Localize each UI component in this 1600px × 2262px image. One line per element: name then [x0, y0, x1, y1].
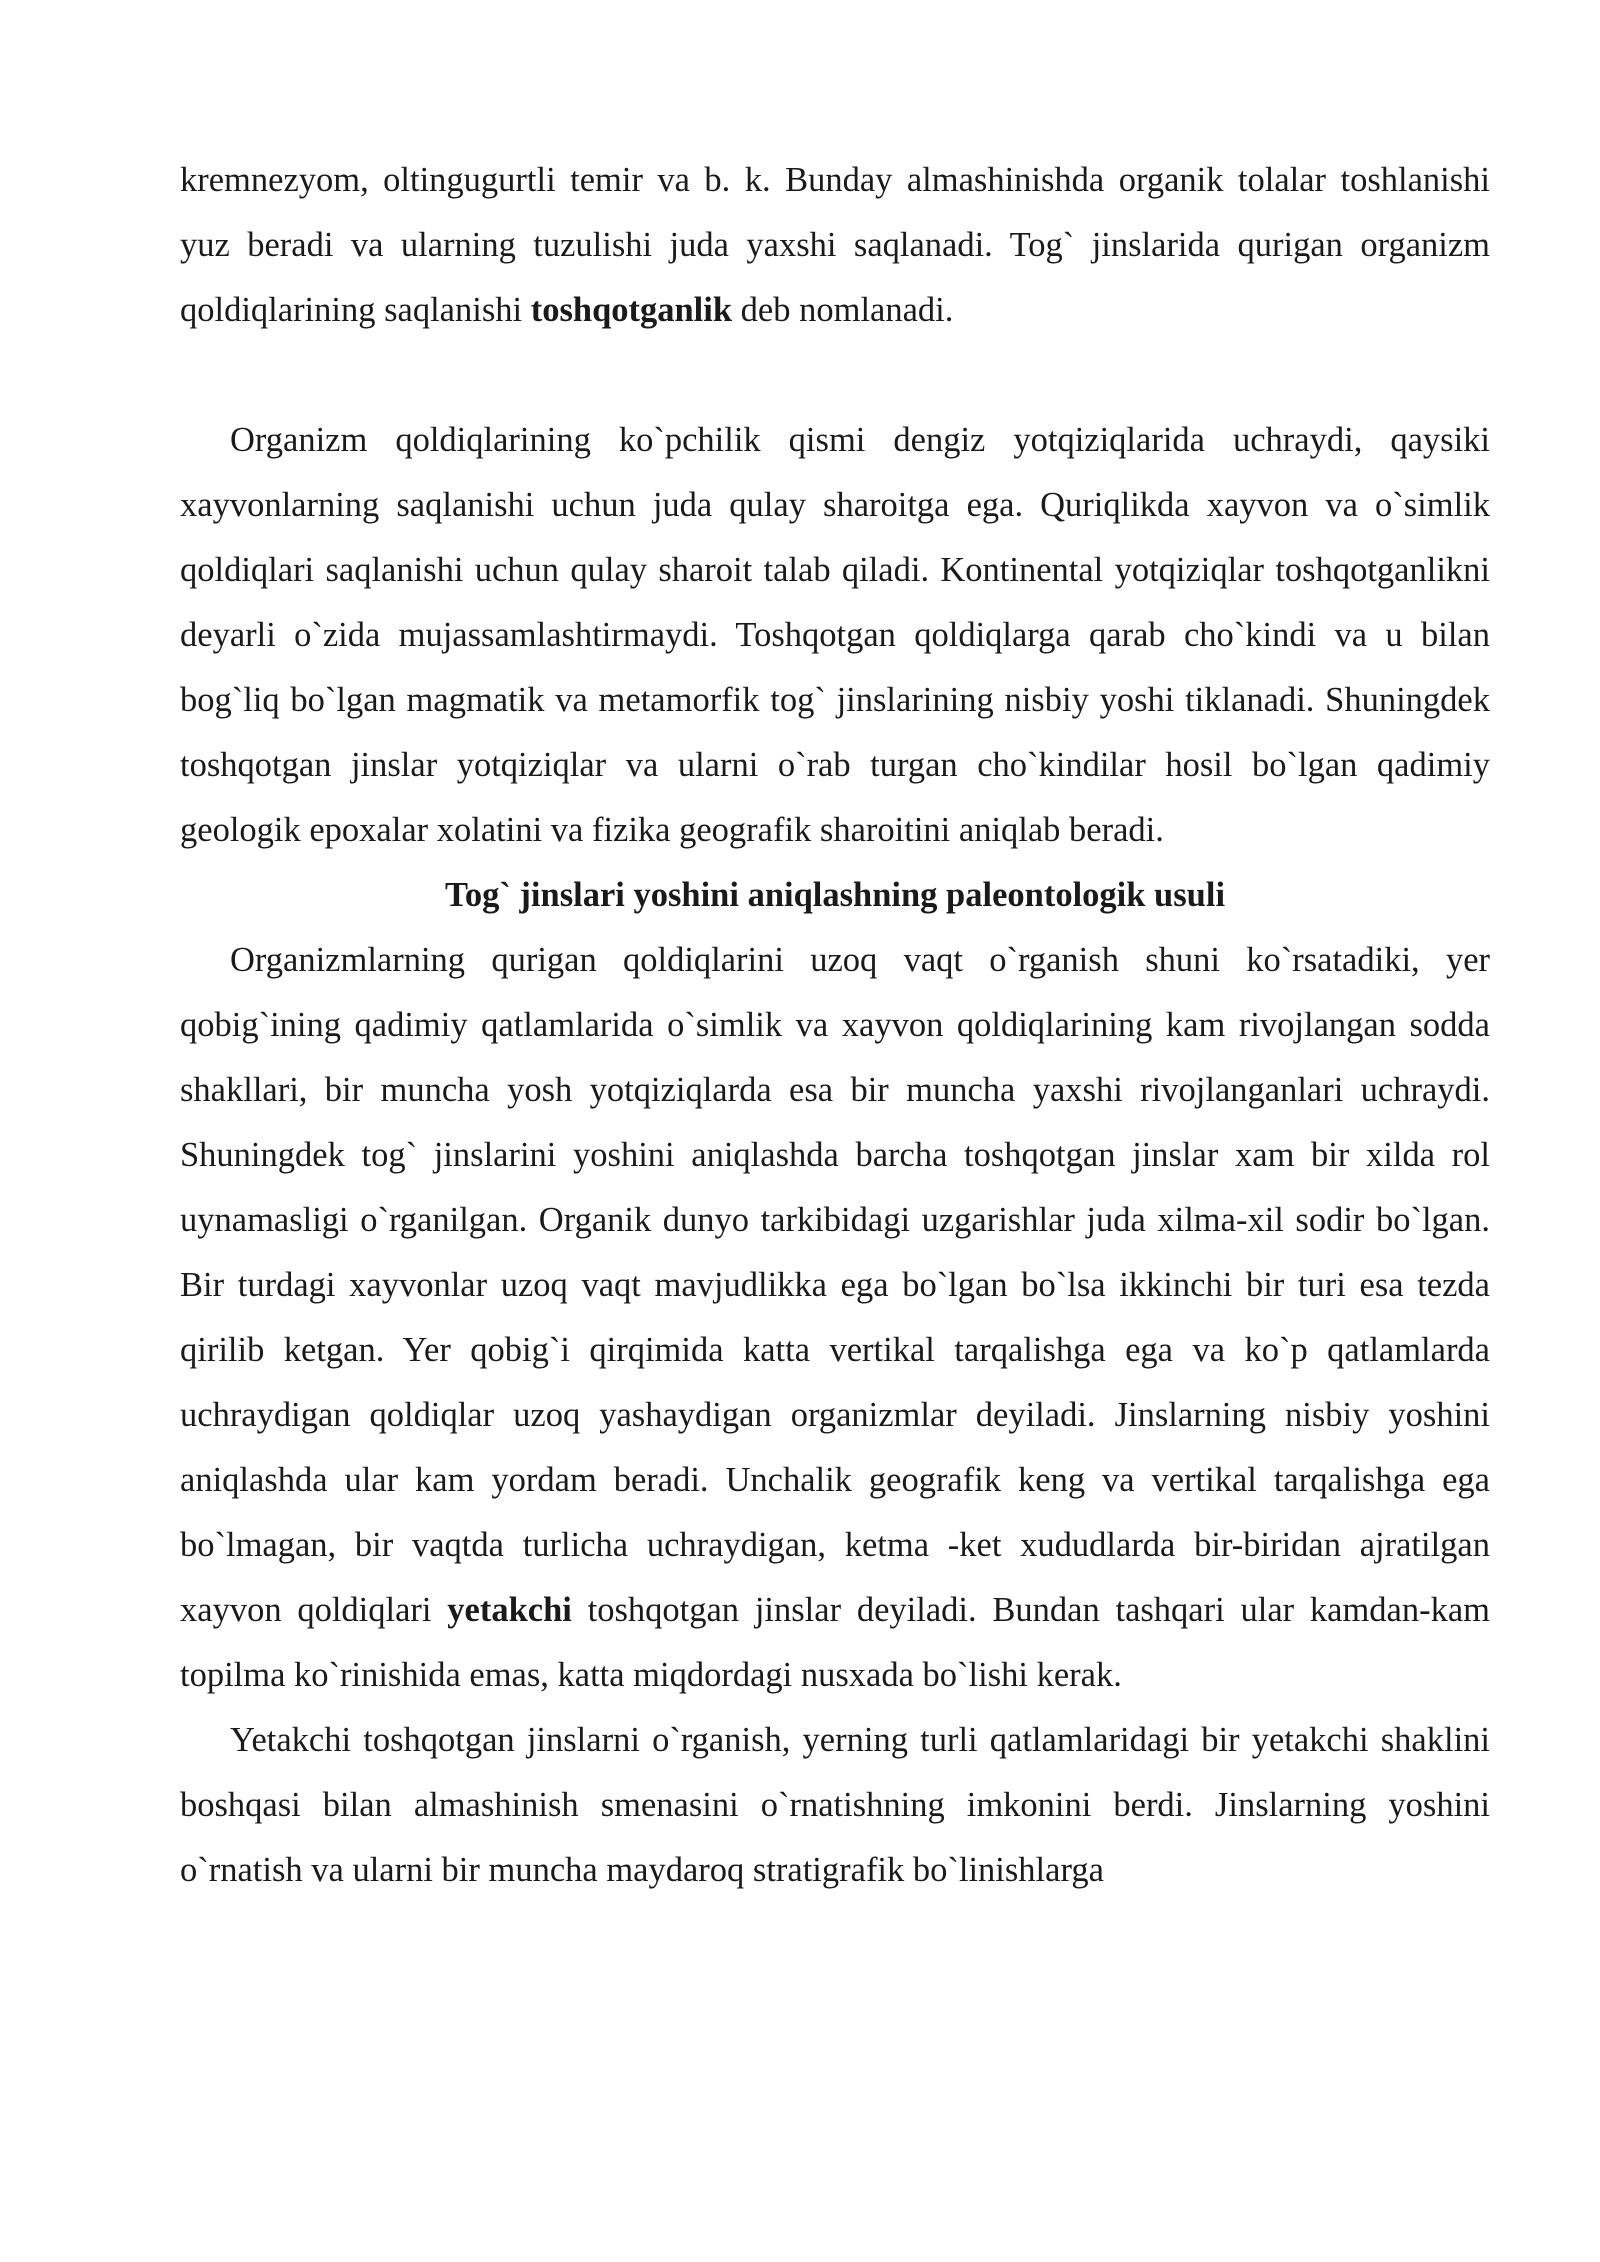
paragraph-1-text-end: deb nomlanadi. [732, 291, 954, 329]
section-heading: Tog` jinslari yoshini aniqlashning paleontologik usuli [444, 876, 1226, 914]
bold-term-toshqotganlik: toshqotganlik [530, 291, 733, 329]
paragraph-3 [180, 928, 1490, 1708]
paragraph-3-text: Organizmlarning qurigan qoldiqlarini uzoq vaqt o`rganish shuni ko`rsatadiki, yer qobig`ining qadimiy qatlamlarida o`simlik va xayvon qoldiqlarining kam rivojlangan sodda shakllari, bir muncha yosh yotqiziqlarda esa bir muncha yaxshi rivojlanganlari uchraydi. Shuningdek tog` jinslarini yoshini aniqlashda barcha toshqotgan jinslar xam bir xilda rol uynamasligi o`rganilgan. Organik dunyo tarkibidagi uzgarishlar juda xilma-xil sodir bo`lgan. Bir turdagi xayvonlar uzoq vaqt mavjudlikka ega bo`lgan bo`lsa ikkinchi bir turi esa tezda qirilib ketgan. Yer qobig`i qirqimida katta vertikal tarqalishga ega va ko`p qatlamlarda uchraydigan qoldiqlar uzoq yashaydigan organizmlar deyiladi. Jinslarning nisbiy yoshini aniqlashda ular kam yordam beradi. Unchalik geografik keng va vertikal tarqalishga ega bo`lmagan, bir vaqtda turlicha uchraydigan, ketma -ket xududlarda bir-biridan ajratilgan xayvon qoldiqlari [180, 941, 1490, 1629]
paragraph-4: Yetakchi toshqotgan jinslarni o`rganish, yerning turli qatlamlaridagi bir yetakchi shaklini boshqasi bilan almashinish smenasini o`rnatishning imkonini berdi. Jinslarning yoshini o`rnatish va ularni bir muncha maydaroq stratigrafik bo`linishlarga [180, 1721, 1490, 1889]
paragraph-2: Organizm qoldiqlarining ko`pchilik qismi dengiz yotqiziqlarida uchraydi, qaysiki xayvonlarning saqlanishi uchun juda qulay sharoitga ega. Quriqlikda xayvon va o`simlik qoldiqlari saqlanishi uchun qulay sharoit talab qiladi. Kontinental yotqiziqlar toshqotganlikni deyarli o`zida mujassamlashtirmaydi. Toshqotgan qoldiqlarga qarab cho`kindi va u bilan bog`liq bo`lgan magmatik va metamorfik tog` jinslarining nisbiy yoshi tiklanadi. Shuningdek toshqotgan jinslar yotqiziqlar va ularni o`rab turgan cho`kindilar hosil bo`lgan qadimiy geologik epoxalar xolatini va fizika geografik sharoitini aniqlab beradi. [180, 421, 1490, 849]
paragraph-1 [180, 148, 1490, 343]
bold-term-yetakchi: yetakchi [447, 1591, 572, 1629]
document-page [180, 148, 1490, 1903]
paragraph-3-text-end: toshqotgan jinslar deyiladi. Bundan tashqari ular kamdan-kam topilma ko`rinishida emas, katta miqdordagi nusxada bo`lishi kerak. [180, 1591, 1490, 1694]
paragraph-1-text: kremnezyom, oltingugurtli temir va b. k. Bunday almashinishda organik tolalar toshlanishi yuz beradi va ularning tuzulishi juda yaxshi saqlanadi. Tog` jinslarida qurigan organizm qoldiqlarining saqlanishi [180, 161, 1490, 329]
